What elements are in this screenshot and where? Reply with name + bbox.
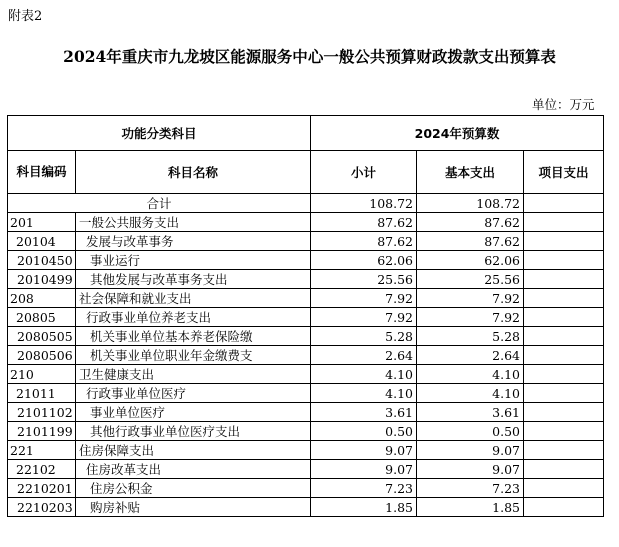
subtotal-cell: 7.92 <box>311 308 417 327</box>
subject-name-cell: 住房改革支出 <box>76 460 311 479</box>
project-expenditure-cell <box>524 403 604 422</box>
table-row <box>8 289 604 308</box>
basic-expenditure-cell: 0.50 <box>417 422 524 441</box>
subject-code-cell: 2210201 <box>8 479 76 498</box>
subject-code-cell: 208 <box>8 289 76 308</box>
table-row <box>8 308 604 327</box>
table-row <box>8 232 604 251</box>
project-expenditure-cell <box>524 346 604 365</box>
subject-code-cell: 221 <box>8 441 76 460</box>
subject-code-cell: 210 <box>8 365 76 384</box>
subtotal-cell: 9.07 <box>311 460 417 479</box>
table-row <box>8 498 604 517</box>
budget-table <box>7 115 604 517</box>
subject-name-cell: 其他发展与改革事务支出 <box>76 270 311 289</box>
header-subject-name: 科目名称 <box>76 151 311 194</box>
subject-name-cell: 机关事业单位基本养老保险缴 <box>76 327 311 346</box>
project-expenditure-cell <box>524 365 604 384</box>
table-row <box>8 403 604 422</box>
project-expenditure-cell <box>524 308 604 327</box>
subject-code-cell: 2010450 <box>8 251 76 270</box>
subtotal-cell: 7.23 <box>311 479 417 498</box>
table-row <box>8 251 604 270</box>
subject-code-cell: 20104 <box>8 232 76 251</box>
project-expenditure-cell <box>524 289 604 308</box>
subject-name-cell: 社会保障和就业支出 <box>76 289 311 308</box>
basic-expenditure-cell: 5.28 <box>417 327 524 346</box>
subject-name-cell: 事业单位医疗 <box>76 403 311 422</box>
basic-expenditure-cell: 2.64 <box>417 346 524 365</box>
basic-expenditure-cell: 1.85 <box>417 498 524 517</box>
unit-label: 单位：万元 <box>532 97 595 112</box>
subtotal-cell: 1.85 <box>311 498 417 517</box>
project-expenditure-cell <box>524 479 604 498</box>
subject-name-cell: 卫生健康支出 <box>76 365 311 384</box>
subtotal-cell: 3.61 <box>311 403 417 422</box>
total-subtotal: 108.72 <box>311 194 417 213</box>
subject-code-cell: 22102 <box>8 460 76 479</box>
header-project-expenditure: 项目支出 <box>524 151 604 194</box>
subject-code-cell: 2101199 <box>8 422 76 441</box>
basic-expenditure-cell: 25.56 <box>417 270 524 289</box>
subtotal-cell: 5.28 <box>311 327 417 346</box>
subject-code-cell: 2210203 <box>8 498 76 517</box>
subtotal-cell: 7.92 <box>311 289 417 308</box>
basic-expenditure-cell: 7.23 <box>417 479 524 498</box>
table-row <box>8 327 604 346</box>
table-row <box>8 270 604 289</box>
subject-name-cell: 行政事业单位养老支出 <box>76 308 311 327</box>
subtotal-cell: 25.56 <box>311 270 417 289</box>
subject-name-cell: 住房保障支出 <box>76 441 311 460</box>
basic-expenditure-cell: 3.61 <box>417 403 524 422</box>
header-row-2 <box>8 151 604 194</box>
subtotal-cell: 9.07 <box>311 441 417 460</box>
subject-code-cell: 2080506 <box>8 346 76 365</box>
project-expenditure-cell <box>524 460 604 479</box>
subject-name-cell: 住房公积金 <box>76 479 311 498</box>
basic-expenditure-cell: 87.62 <box>417 232 524 251</box>
subtotal-cell: 0.50 <box>311 422 417 441</box>
project-expenditure-cell <box>524 498 604 517</box>
header-budget-2024: 2024年预算数 <box>311 116 604 151</box>
table-row <box>8 441 604 460</box>
subject-name-cell: 行政事业单位医疗 <box>76 384 311 403</box>
project-expenditure-cell <box>524 441 604 460</box>
subject-name-cell: 事业运行 <box>76 251 311 270</box>
header-subject-code: 科目编码 <box>8 151 76 194</box>
basic-expenditure-cell: 7.92 <box>417 289 524 308</box>
basic-expenditure-cell: 7.92 <box>417 308 524 327</box>
table-row <box>8 479 604 498</box>
subtotal-cell: 87.62 <box>311 213 417 232</box>
subject-code-cell: 2010499 <box>8 270 76 289</box>
page-title: 2024年重庆市九龙坡区能源服务中心一般公共预算财政拨款支出预算表 <box>63 47 556 66</box>
subject-code-cell: 2101102 <box>8 403 76 422</box>
subtotal-cell: 4.10 <box>311 365 417 384</box>
header-row-1 <box>8 116 604 151</box>
basic-expenditure-cell: 62.06 <box>417 251 524 270</box>
header-functional-category: 功能分类科目 <box>8 116 311 151</box>
total-row <box>8 194 604 213</box>
table-row <box>8 460 604 479</box>
subtotal-cell: 2.64 <box>311 346 417 365</box>
subject-name-cell: 机关事业单位职业年金缴费支 <box>76 346 311 365</box>
subtotal-cell: 87.62 <box>311 232 417 251</box>
project-expenditure-cell <box>524 270 604 289</box>
project-expenditure-cell <box>524 422 604 441</box>
table-row <box>8 365 604 384</box>
basic-expenditure-cell: 9.07 <box>417 460 524 479</box>
table-row <box>8 346 604 365</box>
subject-name-cell: 一般公共服务支出 <box>76 213 311 232</box>
header-basic-expenditure: 基本支出 <box>417 151 524 194</box>
subtotal-cell: 4.10 <box>311 384 417 403</box>
basic-expenditure-cell: 9.07 <box>417 441 524 460</box>
subject-code-cell: 201 <box>8 213 76 232</box>
table-row <box>8 422 604 441</box>
subject-code-cell: 2080505 <box>8 327 76 346</box>
table-row <box>8 213 604 232</box>
project-expenditure-cell <box>524 232 604 251</box>
project-expenditure-cell <box>524 213 604 232</box>
project-expenditure-cell <box>524 384 604 403</box>
basic-expenditure-cell: 4.10 <box>417 384 524 403</box>
total-basic: 108.72 <box>417 194 524 213</box>
attachment-label: 附表2 <box>8 9 43 24</box>
subject-name-cell: 其他行政事业单位医疗支出 <box>76 422 311 441</box>
subject-code-cell: 20805 <box>8 308 76 327</box>
basic-expenditure-cell: 4.10 <box>417 365 524 384</box>
subtotal-cell: 62.06 <box>311 251 417 270</box>
subject-name-cell: 购房补贴 <box>76 498 311 517</box>
table-row <box>8 384 604 403</box>
subject-code-cell: 21011 <box>8 384 76 403</box>
subject-name-cell: 发展与改革事务 <box>76 232 311 251</box>
total-project <box>524 194 604 213</box>
basic-expenditure-cell: 87.62 <box>417 213 524 232</box>
total-label: 合计 <box>8 194 311 213</box>
header-subtotal: 小计 <box>311 151 417 194</box>
project-expenditure-cell <box>524 251 604 270</box>
project-expenditure-cell <box>524 327 604 346</box>
